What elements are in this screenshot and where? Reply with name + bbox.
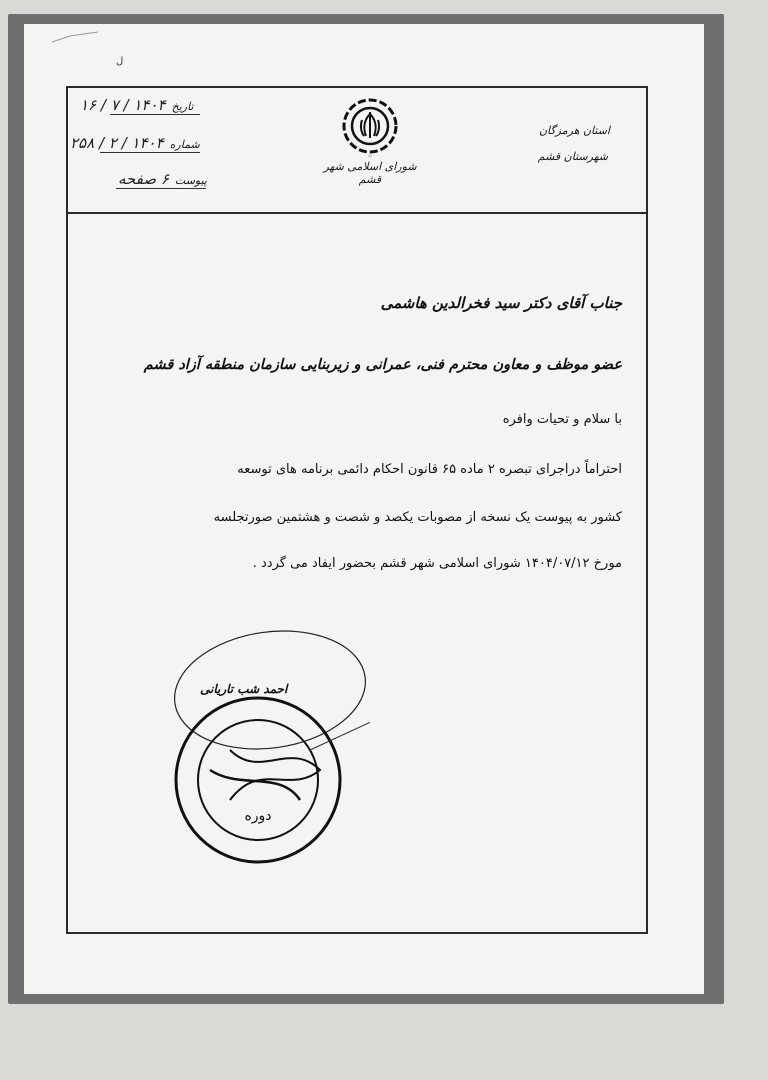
council-name: شورای اسلامی شهر قشم xyxy=(323,160,417,186)
number-value: ۱۴۰۴ / ۲ / ۲۵۸ xyxy=(70,134,164,152)
date-underline xyxy=(110,114,200,115)
number-row xyxy=(70,134,200,152)
attachment-value: ۶ صفحه xyxy=(118,170,169,188)
body-line-1: احتراماً دراجرای تبصره ۲ ماده ۶۵ قانون احکام دائمی برنامه های توسعه xyxy=(237,462,622,477)
province-label: استان هرمزگان xyxy=(538,124,610,137)
county-label: شهرستان قشم xyxy=(537,150,608,163)
council-sub-label: ۞ xyxy=(368,152,372,159)
recipient-title: عضو موظف و معاون محترم فنی، عمرانی و زیربنایی سازمان منطقه آزاد قشم xyxy=(143,356,622,373)
top-mark: ل xyxy=(116,56,124,67)
recipient-name: جناب آقای دکتر سید فخرالدین هاشمی xyxy=(380,294,622,312)
attachment-row xyxy=(118,170,207,188)
signer-name: احمد شب تاریانی xyxy=(200,682,288,696)
date-label: تاریخ xyxy=(171,100,194,113)
body-line-2: کشور به پیوست یک نسخه از مصوبات یکصد و شصت و هشتمین صورتجلسه xyxy=(213,510,622,525)
attachment-underline xyxy=(116,188,206,189)
body-line-3: مورخ ۱۴۰۴/۰۷/۱۲ شورای اسلامی شهر قشم بحضور ایفاد می گردد . xyxy=(252,556,622,571)
number-label: شماره xyxy=(169,138,200,151)
number-underline xyxy=(100,152,200,153)
attachment-label: پیوست xyxy=(174,174,207,187)
date-value: ۱۴۰۴ / ۷ / ۱۶ xyxy=(80,96,166,114)
date-row xyxy=(80,96,194,114)
seal-center-text: دوره xyxy=(244,808,272,824)
greeting: با سلام و تحیات وافره xyxy=(502,412,622,427)
header-divider xyxy=(66,212,648,214)
council-seal xyxy=(170,630,370,870)
iran-emblem-icon xyxy=(330,90,410,160)
corner-scribble xyxy=(50,30,100,44)
